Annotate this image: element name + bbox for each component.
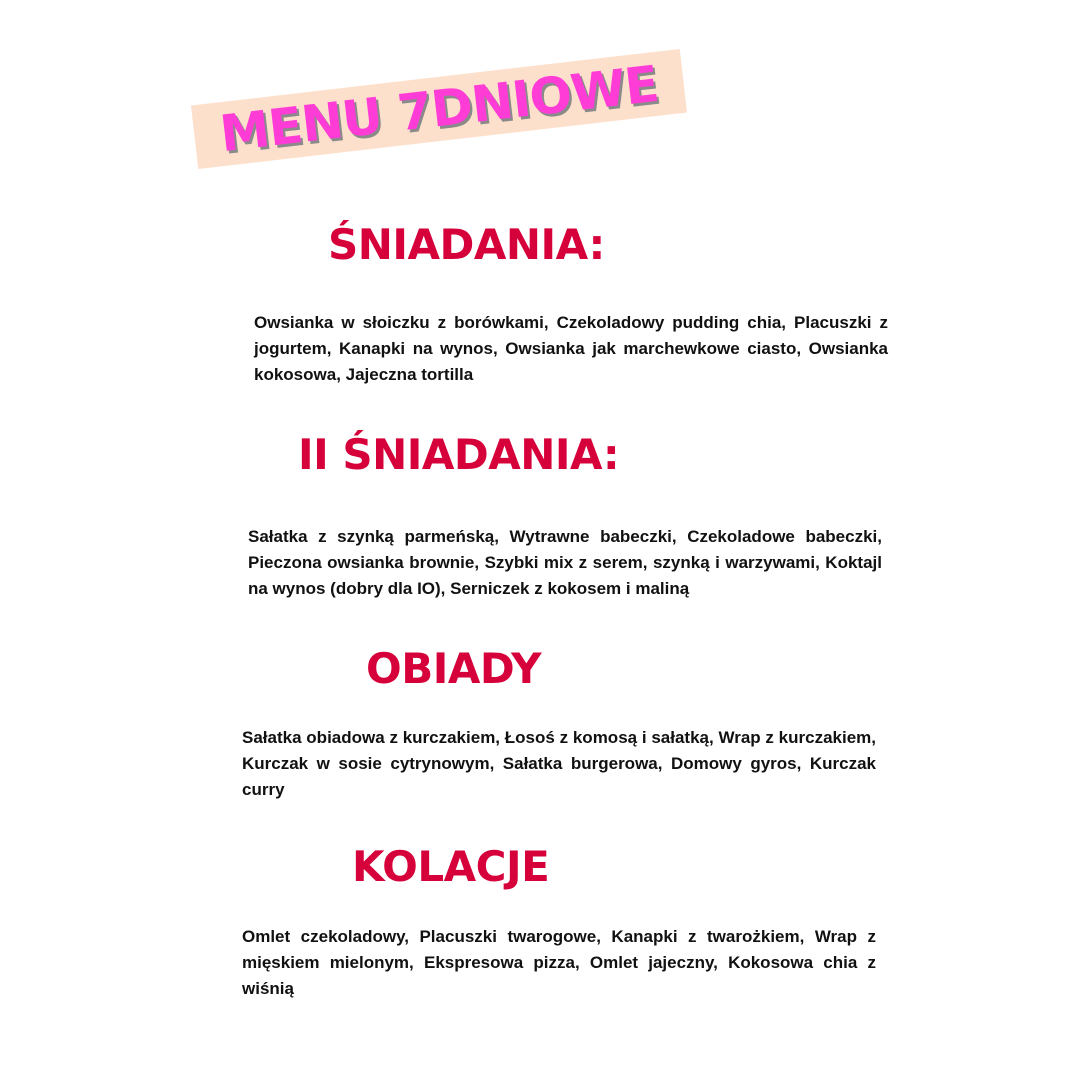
section-heading-sniadania: ŚNIADANIA: bbox=[328, 220, 605, 269]
section-heading-obiady: OBIADY bbox=[366, 644, 542, 693]
section-text-ii-sniadania: Sałatka z szynką parmeńską, Wytrawne babeczki, Czekoladowe babeczki, Pieczona owsianka brownie, Szybki mix z serem, szynką i warzywami, Koktajl na wynos (dobry dla IO), Serniczek z kokosem i maliną bbox=[248, 527, 882, 598]
section-heading-ii-sniadania: II ŚNIADANIA: bbox=[298, 430, 620, 479]
section-text-obiady: Sałatka obiadowa z kurczakiem, Łosoś z komosą i sałatką, Wrap z kurczakiem, Kurczak w sosie cytrynowym, Sałatka burgerowa, Domowy gyros, Kurczak curry bbox=[242, 728, 876, 799]
page-title: MENU 7DNIOWE bbox=[216, 54, 662, 164]
section-text-sniadania: Owsianka w słoiczku z borówkami, Czekoladowy pudding chia, Placuszki z jogurtem, Kanapki na wynos, Owsianka jak marchewkowe ciasto, Owsianka kokosowa, Jajeczna tortilla bbox=[254, 313, 888, 384]
section-heading-kolacje: KOLACJE bbox=[352, 842, 550, 891]
section-text-kolacje: Omlet czekoladowy, Placuszki twarogowe, Kanapki z twarożkiem, Wrap z mięskiem mielonym, Ekspresowa pizza, Omlet jajeczny, Kokosowa chia z wiśnią bbox=[242, 927, 876, 998]
